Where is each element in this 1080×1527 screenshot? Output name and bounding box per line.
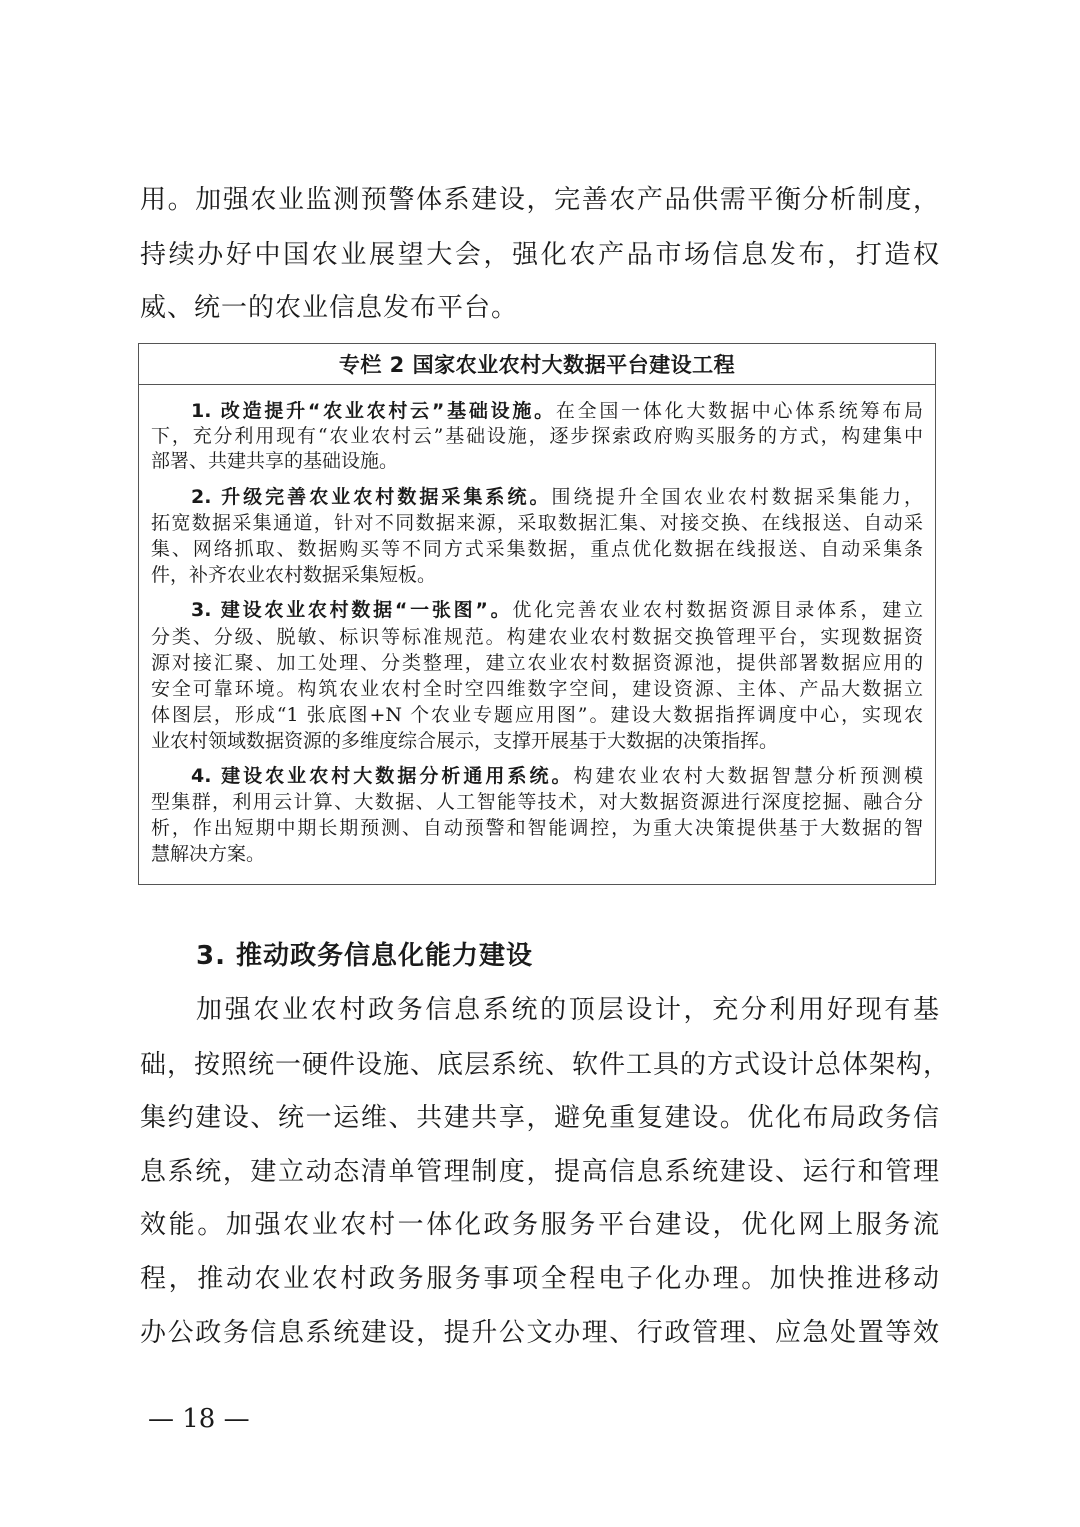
intro-line: 持续办好中国农业展望大会，强化农产品市场信息发布，打造权 [140, 240, 940, 270]
box-item-line: 件，补齐农业农村数据采集短板。 [151, 564, 437, 586]
intro-line: 用。加强农业监测预警体系建设，完善农产品供需平衡分析制度， [140, 185, 940, 215]
box-item-line: 分类、分级、脱敏、标识等标准规范。构建农业农村数据交换管理平台，实现数据资 [151, 626, 923, 648]
intro-line: 威、统一的农业信息发布平台。 [140, 293, 519, 323]
body-line: 础，按照统一硬件设施、底层系统、软件工具的方式设计总体架构， [140, 1050, 951, 1080]
box-item-line: 安全可靠环境。构筑农业农村全时空四维数字空间，建设资源、主体、产品大数据立 [151, 678, 923, 700]
section-heading: 3. 推动政务信息化能力建设 [196, 941, 534, 971]
body-line: 加强农业农村政务信息系统的顶层设计，充分利用好现有基 [196, 995, 940, 1025]
box-item-line: 4. 建设农业农村大数据分析通用系统。构建农业农村大数据智慧分析预测模 [191, 765, 923, 787]
box-item-line: 析，作出短期中期长期预测、自动预警和智能调控，为重大决策提供基于大数据的智 [151, 817, 923, 839]
body-line: 效能。加强农业农村一体化政务服务平台建设，优化网上服务流 [140, 1210, 940, 1240]
page-number: — 18 — [148, 1404, 250, 1434]
box-item-line: 2. 升级完善农业农村数据采集系统。围绕提升全国农业农村数据采集能力， [191, 486, 923, 508]
box-item-line: 慧解决方案。 [151, 843, 266, 865]
box-item-line: 集、网络抓取、数据购买等不同方式采集数据，重点优化数据在线报送、自动采集条 [151, 538, 923, 560]
body-line: 办公政务信息系统建设，提升公文办理、行政管理、应急处置等效 [140, 1318, 940, 1348]
box-item-lead: 4. 建设农业农村大数据分析通用系统。 [191, 765, 574, 787]
box-item-line: 源对接汇聚、加工处理、分类整理，建立农业农村数据资源池，提供部署数据应用的 [151, 652, 923, 674]
box-item-line: 3. 建设农业农村数据“一张图”。优化完善农业农村数据资源目录体系，建立 [191, 599, 923, 621]
body-line: 息系统，建立动态清单管理制度，提高信息系统建设、运行和管理 [140, 1157, 940, 1187]
box-item-lead: 3. 建设农业农村数据“一张图”。 [191, 599, 513, 621]
box-item-lead: 2. 升级完善农业农村数据采集系统。 [191, 486, 552, 508]
box-item-line: 业农村领域数据资源的多维度综合展示，支撑开展基于大数据的决策指挥。 [151, 730, 779, 752]
box-item-line: 型集群，利用云计算、大数据、人工智能等技术，对大数据资源进行深度挖掘、融合分 [151, 791, 923, 813]
column-box [138, 343, 936, 885]
box-item-line: 1. 改造提升“农业农村云”基础设施。在全国一体化大数据中心体系统筹布局 [191, 400, 923, 422]
column-box-title: 专栏 2 国家农业农村大数据平台建设工程 [139, 344, 935, 385]
box-item-line: 下，充分利用现有“农业农村云”基础设施，逐步探索政府购买服务的方式，构建集中 [151, 425, 923, 447]
body-line: 程，推动农业农村政务服务事项全程电子化办理。加快推进移动 [140, 1264, 940, 1294]
body-line: 集约建设、统一运维、共建共享，避免重复建设。优化布局政务信 [140, 1103, 940, 1133]
box-item-lead: 1. 改造提升“农业农村云”基础设施。 [191, 400, 556, 422]
box-item-line: 部署、共建共享的基础设施。 [151, 450, 399, 472]
box-item-line: 体图层，形成“1 张底图+N 个农业专题应用图”。建设大数据指挥调度中心，实现农 [151, 704, 923, 726]
box-item-line: 拓宽数据采集通道，针对不同数据来源，采取数据汇集、对接交换、在线报送、自动采 [151, 512, 923, 534]
